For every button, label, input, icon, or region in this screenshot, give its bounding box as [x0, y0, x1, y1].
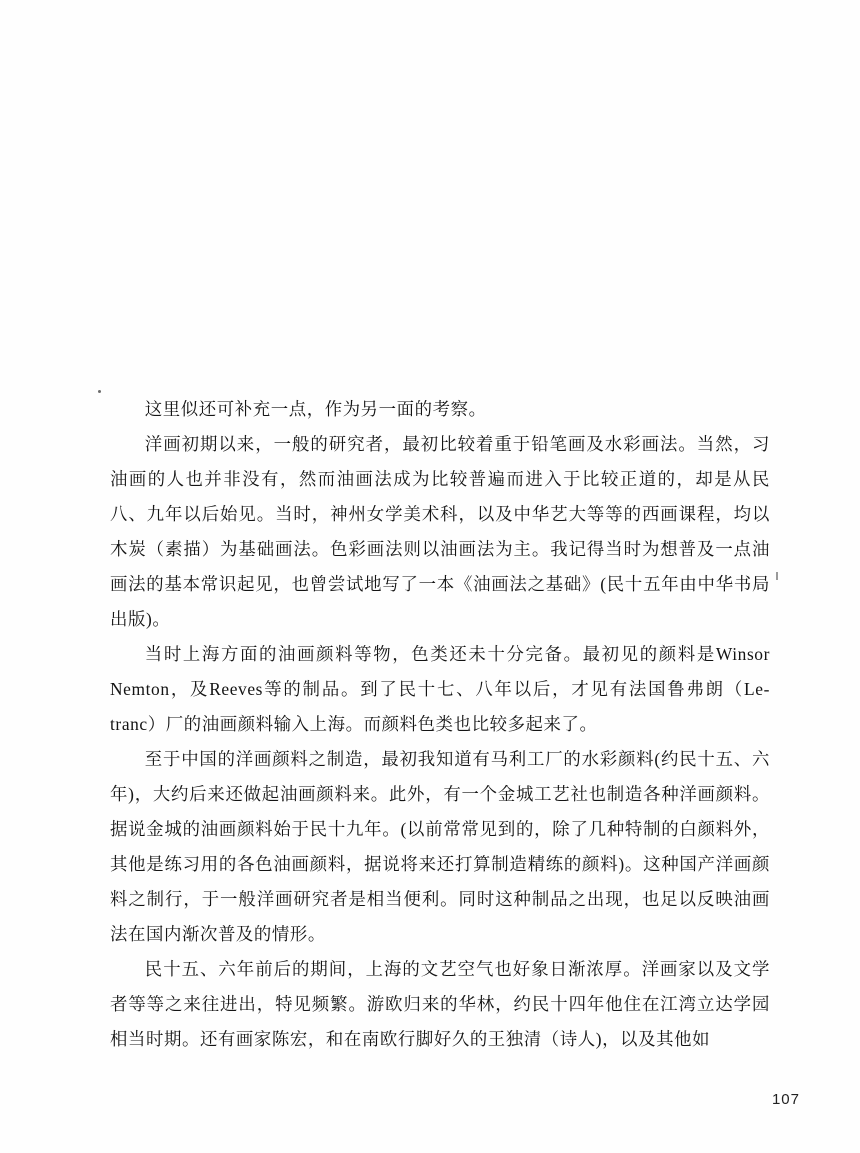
page-speck-mark-secondary — [776, 572, 778, 580]
paragraph-5: 民十五、六年前后的期间，上海的文艺空气也好象日渐浓厚。洋画家以及文学者等等之来往进出，特见频繁。游欧归来的华林，约民十四年他住在江湾立达学园相当时期。还有画家陈宏，和在南欧行脚好久的王独清（诗人)，以及其他如 — [110, 959, 770, 1049]
paragraph-3: 当时上海方面的油画颜料等物，色类还未十分完备。最初见的颜料是Winsor Nemton，及Reeves等的制品。到了民十七、八年以后，才见有法国鲁弗朗（Le-tranc）厂的油画颜料输入上海。而颜料色类也比较多起来了。 — [110, 644, 770, 734]
paragraph-1: 这里似还可补充一点，作为另一面的考察。 — [144, 399, 487, 419]
paragraph-4: 至于中国的洋画颜料之制造，最初我知道有马利工厂的水彩颜料(约民十五、六年)，大约后来还做起油画颜料来。此外，有一个金城工艺社也制造各种洋画颜料。据说金城的油画颜料始于民十九年。(以前常常见到的，除了几种特制的白颜料外，其他是练习用的各色油画颜料，据说将来还打算制造精练的颜料)。这种国产洋画颜料之制行，于一般洋画研究者是相当便利。同时这种制品之出现，也足以反映油画法在国内渐次普及的情形。 — [110, 749, 770, 944]
paragraph-2: 洋画初期以来，一般的研究者，最初比较着重于铅笔画及水彩画法。当然，习油画的人也并非没有，然而油画法成为比较普遍而进入于比较正道的，却是从民八、九年以后始见。当时，神州女学美术科，以及中华艺大等等的西画课程，均以木炭（素描）为基础画法。色彩画法则以油画法为主。我记得当时为想普及一点油画法的基本常识起见，也曾尝试地写了一本《油画法之基础》(民十五年由中华书局出版)。 — [110, 434, 770, 629]
page-body-text — [110, 392, 770, 1057]
page-number: 107 — [771, 1091, 800, 1108]
page-speck-mark — [98, 390, 101, 393]
